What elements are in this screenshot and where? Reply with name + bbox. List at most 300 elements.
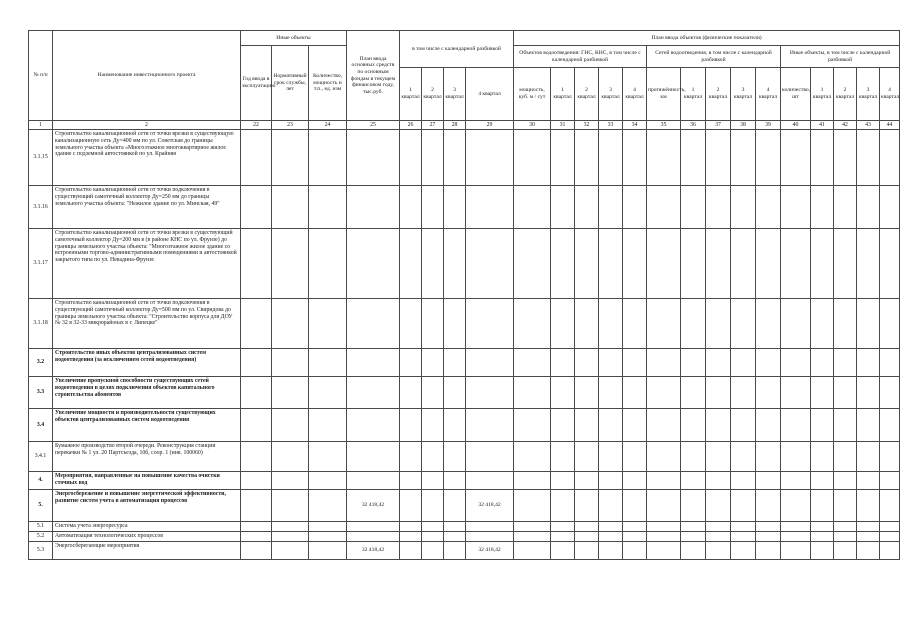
row-code: 5.3 xyxy=(29,542,53,560)
empty-cell xyxy=(241,532,272,542)
empty-cell xyxy=(422,522,444,532)
empty-cell xyxy=(647,490,681,522)
name-header: Наименование инвестиционного проекта xyxy=(53,31,241,121)
empty-cell xyxy=(811,377,834,409)
empty-cell xyxy=(272,130,309,186)
empty-cell xyxy=(241,299,272,349)
empty-cell xyxy=(444,409,466,442)
empty-cell xyxy=(241,472,272,490)
empty-cell xyxy=(647,472,681,490)
empty-cell xyxy=(241,186,272,229)
empty-cell xyxy=(706,186,731,229)
row-project-name: Бумажное производство второй очереди. Реконструкция станции перекачки № 1 ул. 20 Партсъезда, 10б, соор. 1 (инв. 100060) xyxy=(53,442,241,472)
col-num: 2 xyxy=(53,121,241,130)
oth-q1-header: 1 квартал xyxy=(811,68,834,121)
empty-cell xyxy=(272,409,309,442)
empty-cell xyxy=(706,522,731,532)
network-group-header: Сетей водоотведения, в том числе с календарной разбивкой xyxy=(647,46,781,68)
q3-header: 3 квартал xyxy=(444,68,466,121)
empty-cell xyxy=(514,130,551,186)
row-code: 5. xyxy=(29,490,53,522)
empty-cell xyxy=(272,522,309,532)
empty-cell xyxy=(514,442,551,472)
empty-cell xyxy=(811,490,834,522)
other-objects-header: Иные объекты xyxy=(241,31,347,46)
row-project-name: Строительство иных объектов централизованных систем водоотведения (за исключением сетей водоотведения) xyxy=(53,349,241,377)
empty-cell xyxy=(400,130,422,186)
empty-cell xyxy=(551,409,575,442)
empty-cell xyxy=(731,130,756,186)
empty-cell xyxy=(551,186,575,229)
col-num: 24 xyxy=(309,121,347,130)
empty-cell xyxy=(400,229,422,299)
empty-cell xyxy=(623,130,647,186)
empty-cell xyxy=(551,442,575,472)
empty-cell xyxy=(706,442,731,472)
empty-cell xyxy=(781,522,811,532)
empty-cell xyxy=(400,490,422,522)
row-project-name: Строительство канализационной сети от точки подключения в существующий самотечный коллектор Ду=500 мм по ул. Свиридова до границы земельного участка объекта: "Строительство корпуса для ДОУ № 32 в 32-33 микрорайонах в г. Липецке" xyxy=(53,299,241,349)
empty-cell xyxy=(241,130,272,186)
num-header: № п/п xyxy=(29,31,53,121)
empty-cell xyxy=(514,377,551,409)
table-row xyxy=(29,442,900,472)
year-header: Год ввода в эксплуатацию xyxy=(241,46,272,121)
row-plan-funds xyxy=(347,349,400,377)
empty-cell xyxy=(681,409,706,442)
empty-cell xyxy=(551,130,575,186)
net-q1-header: 1 квартал xyxy=(681,68,706,121)
empty-cell xyxy=(781,186,811,229)
ww-q1-header: 1 квартал xyxy=(551,68,575,121)
row-project-name: Строительство канализационной сети от точки врезки в существующую канализационную сеть Ду=400 мм по ул. Советская до границы земельного участка объекта «Многоэтажное многоквартирное жилое здание с подземной автостоянкой по ул. Крайняя xyxy=(53,130,241,186)
empty-cell xyxy=(756,299,781,349)
empty-cell xyxy=(811,542,834,560)
empty-cell xyxy=(834,542,857,560)
col-num: 31 xyxy=(551,121,575,130)
empty-cell xyxy=(514,532,551,542)
empty-cell xyxy=(880,229,900,299)
row-code: 3.4 xyxy=(29,409,53,442)
empty-cell xyxy=(575,409,599,442)
empty-cell xyxy=(444,532,466,542)
empty-cell xyxy=(422,442,444,472)
row-code: 3.2 xyxy=(29,349,53,377)
empty-cell xyxy=(422,186,444,229)
empty-cell xyxy=(272,377,309,409)
row-project-name: Строительство канализационной сети от точки врезки в существующий самотечный коллектор Ду=200 мм в (в районе КНС по ул. Фрунзе) до границы земельного участка объекта: "Многоэтажное жилое здание со встроенными торгово-административными помещениями и автостоянкой закрытого типа по ул. Невадина-Фрунзе xyxy=(53,229,241,299)
q1-header: 1 квартал xyxy=(400,68,422,121)
empty-cell xyxy=(599,542,623,560)
row-plan-funds xyxy=(347,130,400,186)
empty-cell xyxy=(444,472,466,490)
row-plan-funds xyxy=(347,409,400,442)
empty-cell xyxy=(756,377,781,409)
table-row xyxy=(29,299,900,349)
empty-cell xyxy=(599,472,623,490)
row-q4-funds xyxy=(466,409,514,442)
col-num: 33 xyxy=(599,121,623,130)
empty-cell xyxy=(422,349,444,377)
row-project-name: Мероприятия, направленные на повышение качества очистки сточных вод xyxy=(53,472,241,490)
service-life-header: Нормативный срок службы, лет xyxy=(272,46,309,121)
empty-cell xyxy=(241,409,272,442)
row-code: 5.1 xyxy=(29,522,53,532)
table-row xyxy=(29,542,900,560)
empty-cell xyxy=(551,229,575,299)
empty-cell xyxy=(575,130,599,186)
empty-cell xyxy=(781,442,811,472)
empty-cell xyxy=(623,349,647,377)
table-row xyxy=(29,532,900,542)
row-code: 3.3 xyxy=(29,377,53,409)
empty-cell xyxy=(811,532,834,542)
empty-cell xyxy=(309,532,347,542)
empty-cell xyxy=(706,299,731,349)
empty-cell xyxy=(706,472,731,490)
empty-cell xyxy=(514,299,551,349)
oth-q4-header: 4 квартал xyxy=(880,68,900,121)
col-num: 43 xyxy=(857,121,880,130)
empty-cell xyxy=(272,349,309,377)
empty-cell xyxy=(756,490,781,522)
row-q4-funds: 32 418,42 xyxy=(466,542,514,560)
empty-cell xyxy=(623,532,647,542)
document-sheet xyxy=(28,30,900,560)
empty-cell xyxy=(811,409,834,442)
row-plan-funds xyxy=(347,442,400,472)
empty-cell xyxy=(599,490,623,522)
row-project-name: Увеличение пропускной способности существующих сетей водоотведения в целях подключения объектов капитального строительства абонентов xyxy=(53,377,241,409)
empty-cell xyxy=(623,409,647,442)
row-q4-funds xyxy=(466,442,514,472)
empty-cell xyxy=(681,349,706,377)
empty-cell xyxy=(241,522,272,532)
empty-cell xyxy=(781,409,811,442)
empty-cell xyxy=(647,532,681,542)
ww-q2-header: 2 квартал xyxy=(575,68,599,121)
table-row xyxy=(29,472,900,490)
empty-cell xyxy=(309,442,347,472)
row-q4-funds xyxy=(466,186,514,229)
table-row xyxy=(29,229,900,299)
empty-cell xyxy=(756,229,781,299)
row-q4-funds: 32 418,42 xyxy=(466,490,514,522)
empty-cell xyxy=(781,299,811,349)
empty-cell xyxy=(811,186,834,229)
empty-cell xyxy=(551,349,575,377)
empty-cell xyxy=(811,442,834,472)
empty-cell xyxy=(857,349,880,377)
empty-cell xyxy=(575,490,599,522)
empty-cell xyxy=(444,130,466,186)
empty-cell xyxy=(422,377,444,409)
empty-cell xyxy=(706,490,731,522)
row-q4-funds xyxy=(466,299,514,349)
empty-cell xyxy=(781,349,811,377)
row-q4-funds xyxy=(466,377,514,409)
empty-cell xyxy=(880,409,900,442)
empty-cell xyxy=(444,377,466,409)
net-q2-header: 2 квартал xyxy=(706,68,731,121)
row-project-name: Автоматизация технологических процессов xyxy=(53,532,241,542)
empty-cell xyxy=(880,522,900,532)
empty-cell xyxy=(272,186,309,229)
empty-cell xyxy=(781,130,811,186)
row-project-name: Строительство канализационной сети от точки подключения в существующий самотечный коллектор Ду=250 мм до границы земельного участка объекта: "Нежилое здание по ул. Минская, 49" xyxy=(53,186,241,229)
empty-cell xyxy=(444,299,466,349)
empty-cell xyxy=(400,532,422,542)
row-q4-funds xyxy=(466,532,514,542)
empty-cell xyxy=(272,229,309,299)
empty-cell xyxy=(551,522,575,532)
row-project-name: Система учета энергоресурса xyxy=(53,522,241,532)
row-plan-funds xyxy=(347,186,400,229)
empty-cell xyxy=(309,522,347,532)
empty-cell xyxy=(551,490,575,522)
empty-cell xyxy=(857,229,880,299)
empty-cell xyxy=(857,490,880,522)
empty-cell xyxy=(834,229,857,299)
empty-cell xyxy=(681,377,706,409)
empty-cell xyxy=(834,377,857,409)
empty-cell xyxy=(400,409,422,442)
table-row xyxy=(29,409,900,442)
empty-cell xyxy=(731,522,756,532)
empty-cell xyxy=(444,186,466,229)
empty-cell xyxy=(731,409,756,442)
empty-cell xyxy=(857,130,880,186)
empty-cell xyxy=(623,299,647,349)
empty-cell xyxy=(400,349,422,377)
empty-cell xyxy=(834,522,857,532)
empty-cell xyxy=(756,472,781,490)
empty-cell xyxy=(514,522,551,532)
other-group-header: Иные объекты, в том числе с календарной разбивкой xyxy=(781,46,900,68)
empty-cell xyxy=(309,349,347,377)
row-code: 3.1.16 xyxy=(29,186,53,229)
col-num: 27 xyxy=(422,121,444,130)
empty-cell xyxy=(309,490,347,522)
empty-cell xyxy=(623,542,647,560)
empty-cell xyxy=(647,522,681,532)
empty-cell xyxy=(422,299,444,349)
empty-cell xyxy=(575,377,599,409)
table-row xyxy=(29,186,900,229)
col-num: 23 xyxy=(272,121,309,130)
row-q4-funds xyxy=(466,349,514,377)
empty-cell xyxy=(514,349,551,377)
empty-cell xyxy=(811,130,834,186)
empty-cell xyxy=(731,299,756,349)
empty-cell xyxy=(781,229,811,299)
q2-header: 2 квартал xyxy=(422,68,444,121)
empty-cell xyxy=(681,130,706,186)
col-num: 30 xyxy=(514,121,551,130)
col-num: 44 xyxy=(880,121,900,130)
empty-cell xyxy=(444,542,466,560)
empty-cell xyxy=(647,229,681,299)
empty-cell xyxy=(834,130,857,186)
empty-cell xyxy=(272,490,309,522)
empty-cell xyxy=(514,409,551,442)
wastewater-group-header: Объектов водоотведения: ГНС, КНС, в том числе с календарной разбивкой xyxy=(514,46,647,68)
table-row xyxy=(29,130,900,186)
empty-cell xyxy=(623,522,647,532)
empty-cell xyxy=(880,130,900,186)
col-num: 39 xyxy=(756,121,781,130)
capacity-header: мощность, куб. м / сут xyxy=(514,68,551,121)
empty-cell xyxy=(811,472,834,490)
empty-cell xyxy=(880,186,900,229)
empty-cell xyxy=(834,490,857,522)
empty-cell xyxy=(834,472,857,490)
empty-cell xyxy=(681,522,706,532)
empty-cell xyxy=(422,409,444,442)
empty-cell xyxy=(857,542,880,560)
empty-cell xyxy=(706,377,731,409)
row-plan-funds xyxy=(347,377,400,409)
col-num: 32 xyxy=(575,121,599,130)
empty-cell xyxy=(551,472,575,490)
empty-cell xyxy=(309,472,347,490)
empty-cell xyxy=(857,299,880,349)
empty-cell xyxy=(241,349,272,377)
col-num: 36 xyxy=(681,121,706,130)
empty-cell xyxy=(623,377,647,409)
col-num: 22 xyxy=(241,121,272,130)
empty-cell xyxy=(647,130,681,186)
empty-cell xyxy=(731,442,756,472)
empty-cell xyxy=(422,229,444,299)
empty-cell xyxy=(272,472,309,490)
empty-cell xyxy=(731,532,756,542)
row-plan-funds xyxy=(347,532,400,542)
empty-cell xyxy=(756,522,781,532)
row-plan-funds xyxy=(347,472,400,490)
empty-cell xyxy=(681,299,706,349)
empty-cell xyxy=(681,229,706,299)
empty-cell xyxy=(575,349,599,377)
empty-cell xyxy=(241,542,272,560)
oth-q2-header: 2 квартал xyxy=(834,68,857,121)
plan-funds-header: План ввода основных средств по основным фондам в текущем финансовом году, тыс.руб. xyxy=(347,31,400,121)
net-q3-header: 3 квартал xyxy=(731,68,756,121)
row-project-name: Энергосберегающие мероприятия xyxy=(53,542,241,560)
empty-cell xyxy=(623,229,647,299)
empty-cell xyxy=(599,130,623,186)
empty-cell xyxy=(575,299,599,349)
empty-cell xyxy=(880,299,900,349)
empty-cell xyxy=(681,532,706,542)
empty-cell xyxy=(756,532,781,542)
empty-cell xyxy=(681,186,706,229)
table-row xyxy=(29,490,900,522)
empty-cell xyxy=(706,542,731,560)
row-q4-funds xyxy=(466,522,514,532)
net-q4-header: 4 квартал xyxy=(756,68,781,121)
ww-q4-header: 4 квартал xyxy=(623,68,647,121)
empty-cell xyxy=(623,442,647,472)
empty-cell xyxy=(514,472,551,490)
empty-cell xyxy=(400,377,422,409)
col-num: 37 xyxy=(706,121,731,130)
empty-cell xyxy=(400,299,422,349)
empty-cell xyxy=(400,522,422,532)
empty-cell xyxy=(857,409,880,442)
empty-cell xyxy=(575,186,599,229)
empty-cell xyxy=(444,229,466,299)
empty-cell xyxy=(834,532,857,542)
empty-cell xyxy=(731,229,756,299)
q4-header: 4 квартал xyxy=(466,68,514,121)
empty-cell xyxy=(857,442,880,472)
col-num: 28 xyxy=(444,121,466,130)
empty-cell xyxy=(781,472,811,490)
empty-cell xyxy=(599,522,623,532)
empty-cell xyxy=(756,349,781,377)
row-code: 3.1.17 xyxy=(29,229,53,299)
empty-cell xyxy=(811,349,834,377)
empty-cell xyxy=(756,542,781,560)
empty-cell xyxy=(400,442,422,472)
col-num: 41 xyxy=(811,121,834,130)
empty-cell xyxy=(599,442,623,472)
row-project-name: Увеличение мощности и производительности существующих объектов централизованных систем водоотведения xyxy=(53,409,241,442)
empty-cell xyxy=(834,442,857,472)
ww-q3-header: 3 квартал xyxy=(599,68,623,121)
table-row xyxy=(29,377,900,409)
empty-cell xyxy=(623,490,647,522)
row-project-name: Энергосбережение и повышение энергетической эффективности, развитие систем учета в автоматизация процессов xyxy=(53,490,241,522)
empty-cell xyxy=(623,472,647,490)
empty-cell xyxy=(681,542,706,560)
empty-cell xyxy=(551,299,575,349)
plan-physical-header: План ввода объектов (физические показатели) xyxy=(514,31,900,46)
empty-cell xyxy=(444,490,466,522)
empty-cell xyxy=(514,490,551,522)
empty-cell xyxy=(647,377,681,409)
oth-q3-header: 3 квартал xyxy=(857,68,880,121)
empty-cell xyxy=(811,299,834,349)
empty-cell xyxy=(781,377,811,409)
empty-cell xyxy=(272,532,309,542)
empty-cell xyxy=(781,490,811,522)
empty-cell xyxy=(706,130,731,186)
empty-cell xyxy=(444,522,466,532)
empty-cell xyxy=(422,472,444,490)
empty-cell xyxy=(706,409,731,442)
quantity-pcs-header: количество, шт xyxy=(781,68,811,121)
investment-table xyxy=(28,30,900,560)
empty-cell xyxy=(575,522,599,532)
empty-cell xyxy=(599,186,623,229)
column-number-row xyxy=(29,121,900,130)
empty-cell xyxy=(834,349,857,377)
empty-cell xyxy=(731,349,756,377)
empty-cell xyxy=(647,299,681,349)
empty-cell xyxy=(514,186,551,229)
empty-cell xyxy=(706,532,731,542)
empty-cell xyxy=(756,130,781,186)
empty-cell xyxy=(880,442,900,472)
row-code: 5.2 xyxy=(29,532,53,542)
empty-cell xyxy=(514,229,551,299)
empty-cell xyxy=(681,490,706,522)
empty-cell xyxy=(706,349,731,377)
quantity-header: Количество, мощность и т.п., ед. изм xyxy=(309,46,347,121)
row-q4-funds xyxy=(466,229,514,299)
